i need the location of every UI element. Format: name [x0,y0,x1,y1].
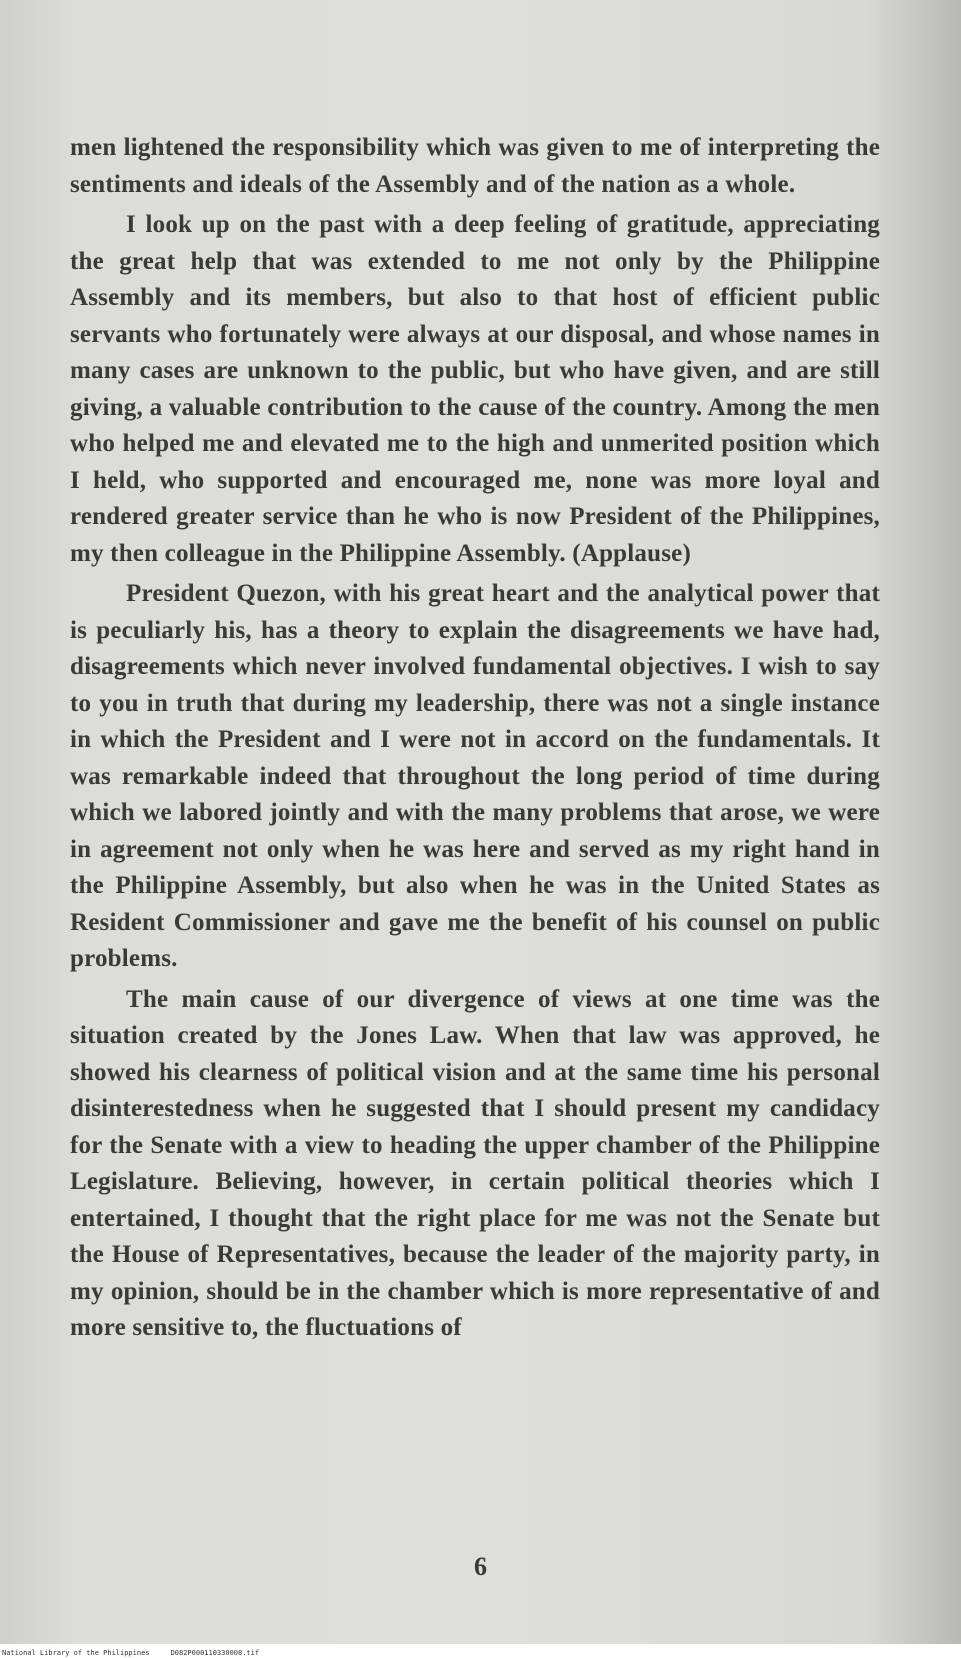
scan-footer-text: National Library of the Philippines D082P000110330008.tif [2,1649,260,1657]
paragraph-1: men lightened the responsibility which was given to me of interpreting the sentiments and ideals of the Assembly and of the nation as a whole. [70,134,880,198]
paragraph-2: I look up on the past with a deep feeling of gratitude, appreciating the great help that was extended to me not only by the Philippine Assembly and its members, but also to that host of efficient public servants who fortunately were always at our disposal, and whose names in many cases are unknown to the public, but who have given, and are still giving, a valuable contribution to the cause of the country. Among the men who helped me and elevated me to the high and unmerited position which I held, who supported and encouraged me, none was more loyal and rendered greater service than he who is now President of the Philippines, my then colleague in the Philippine Assembly. (Applause) [70,211,880,567]
paragraph-3: President Quezon, with his great heart and the analytical power that is peculiarly his, has a theory to explain the disagreements we have had, disagreements which never involved fundamental objectives. I wish to say to you in truth that during my leadership, there was not a single instance in which the President and I were not in accord on the fundamentals. It was remarkable indeed that throughout the long period of time during which we labored jointly and with the many problems that arose, we were in agreement not only when he was here and served as my right hand in the Philippine Assembly, but also when he was in the United States as Resident Commissioner and gave me the benefit of his counsel on public problems. [70,580,880,972]
scan-footer [0,1644,961,1658]
body-text [70,130,880,1351]
page-number: 6 [474,1552,487,1581]
paragraph-4: The main cause of our divergence of views at one time was the situation created by the Jones Law. When that law was approved, he showed his clearness of political vision and at the same time his personal disinterestedness when he suggested that I should present my candidacy for the Senate with a view to heading the upper chamber of the Philippine Legislature. Believing, however, in certain political theories which I entertained, I thought that the right place for me was not the Senate but the House of Representatives, because the leader of the majority party, in my opinion, should be in the chamber which is more representative of and more sensitive to, the fluctuations of [70,985,880,1341]
